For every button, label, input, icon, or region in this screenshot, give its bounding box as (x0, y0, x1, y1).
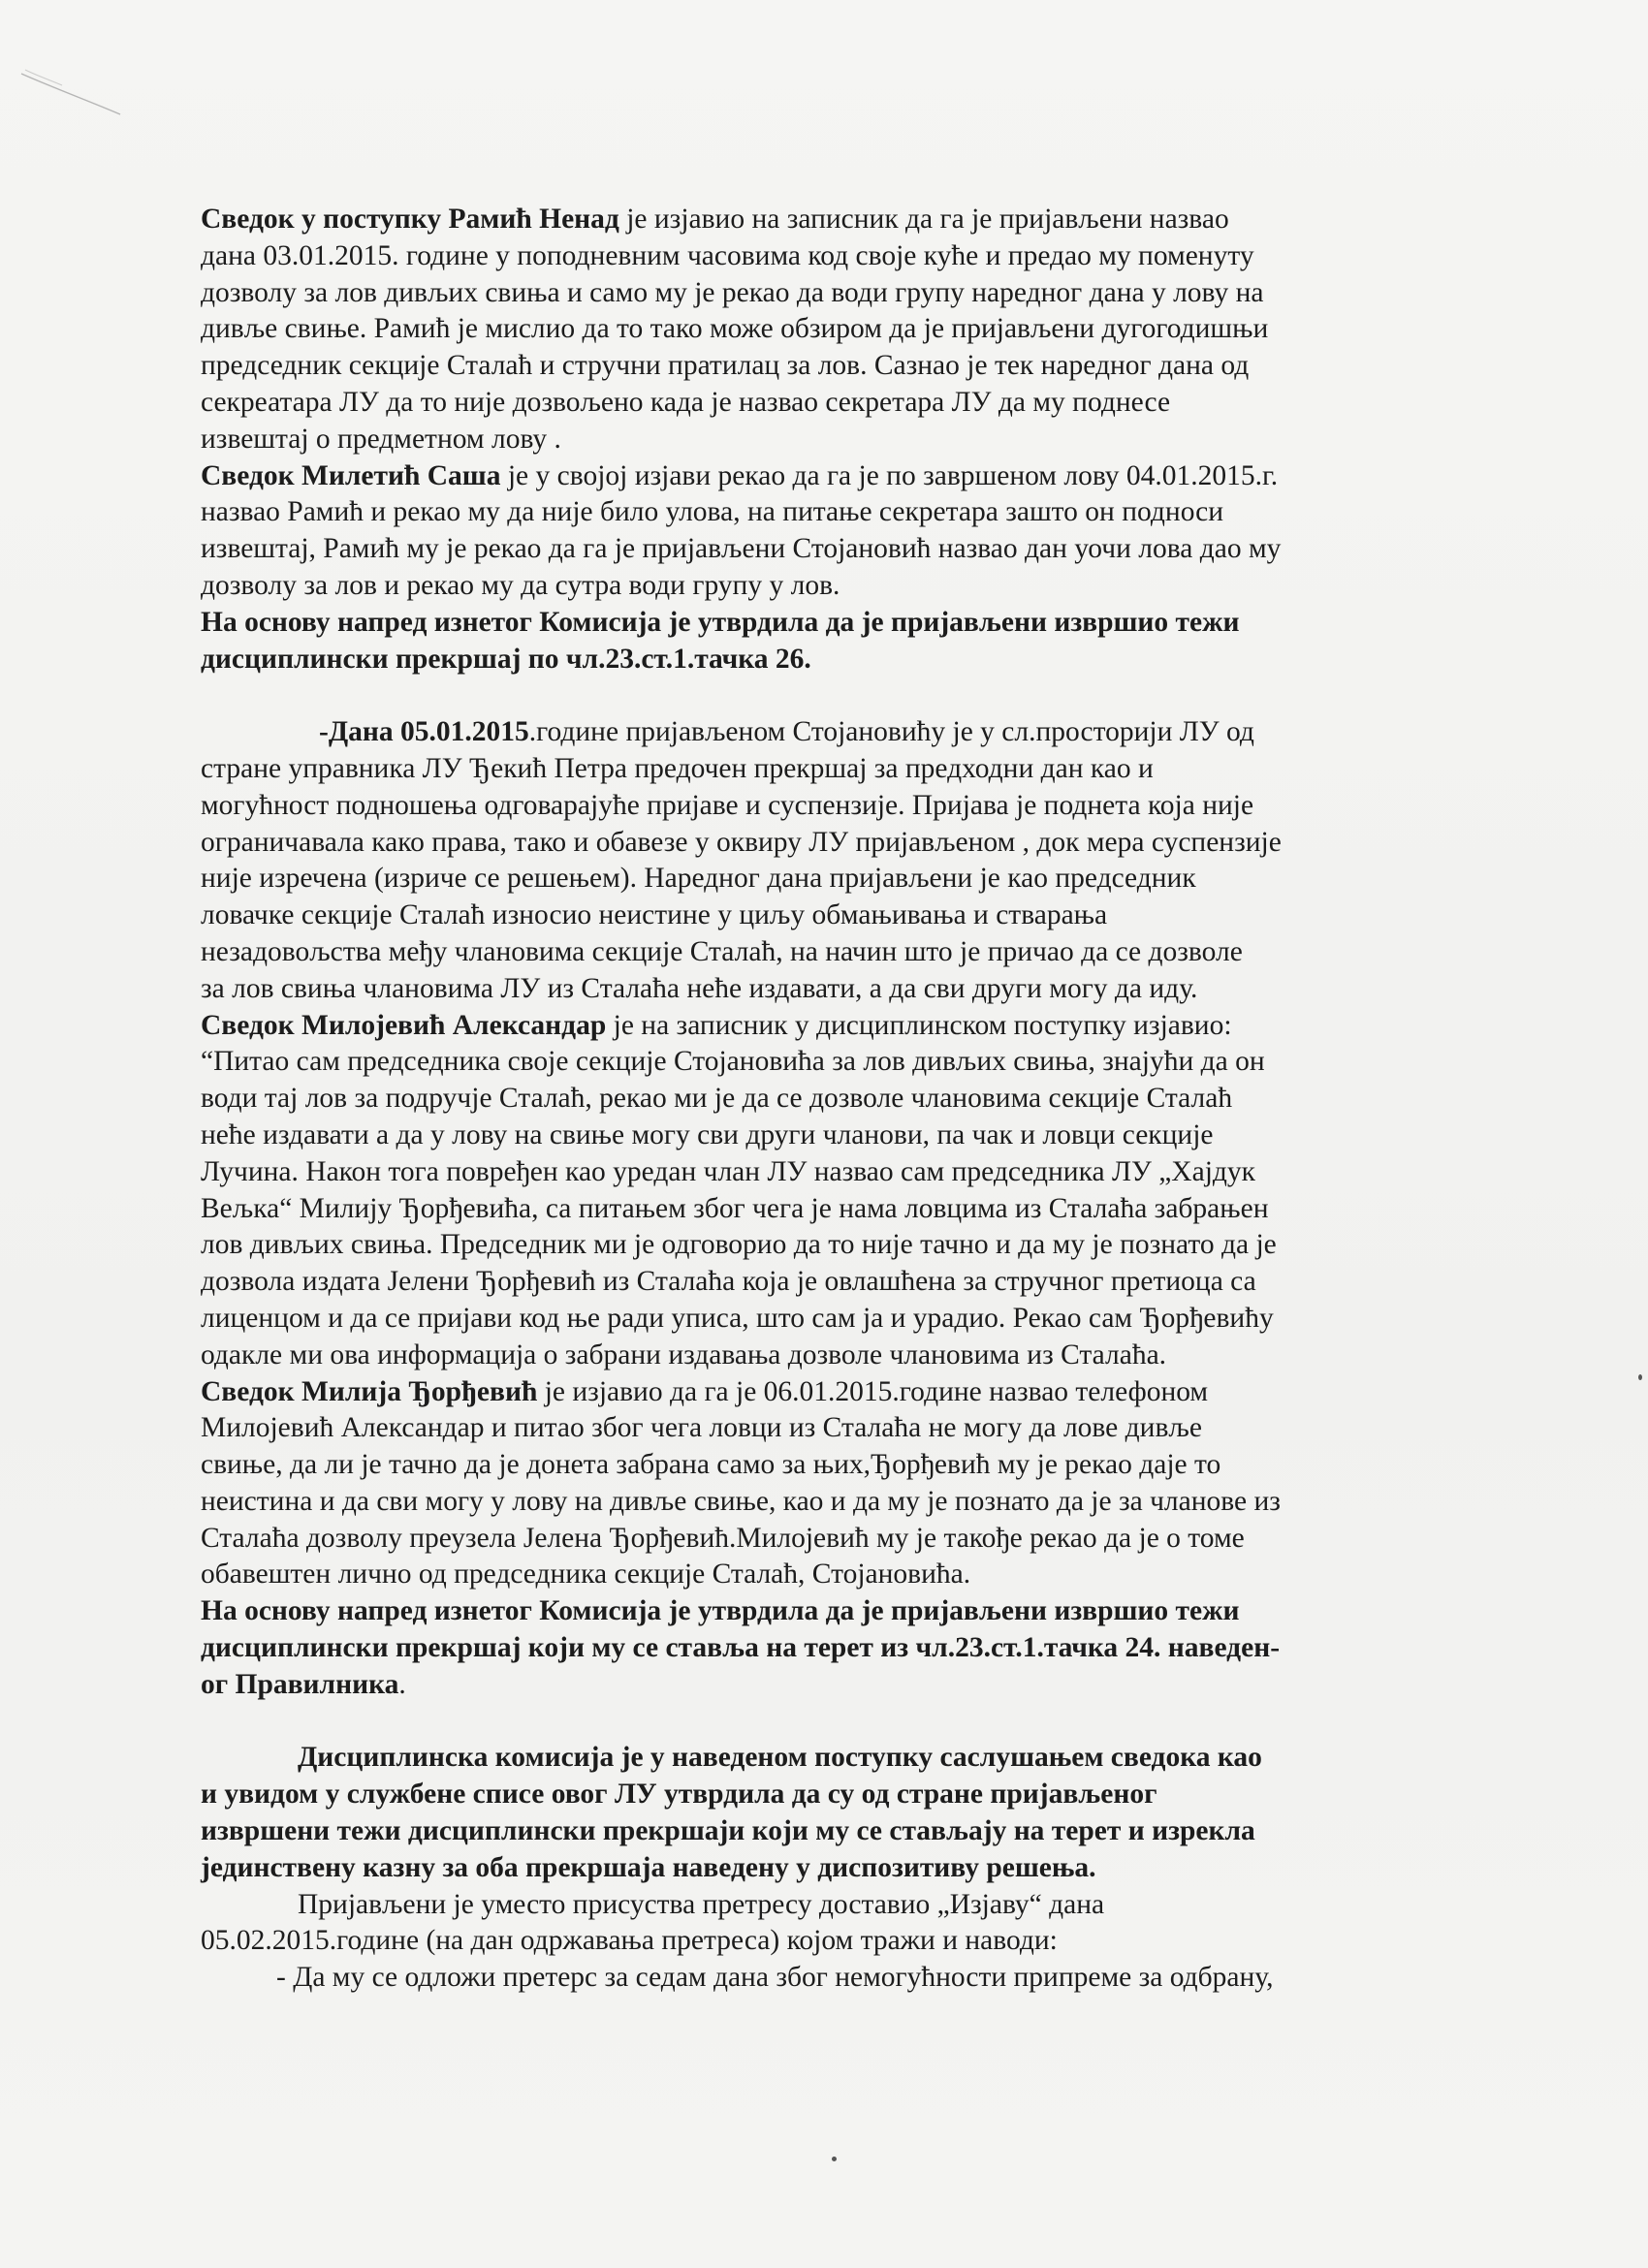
paragraph (201, 605, 1364, 678)
text-line (201, 1484, 1364, 1521)
text-line (201, 275, 1364, 312)
text-line (201, 1923, 1364, 1960)
text-run: Милојевић Александар и питао због чега ловци из Сталаћа не могу да лове дивље (201, 1412, 1202, 1444)
text-line (201, 861, 1364, 898)
bold-text-run: дисциплински прекршај који му се ставља на терет из чл.23.ст.1.тачка 24. наведен- (201, 1632, 1281, 1664)
text-line (201, 1301, 1364, 1338)
text-run: “Питао сам председника своје секције Стојановића за лов дивљих свиња, знајући да он (201, 1046, 1265, 1078)
text-run: није изречена (изриче се решењем). Наредног дана пријављени је као председник (201, 863, 1196, 895)
text-line (201, 568, 1364, 605)
text-line (201, 971, 1364, 1008)
text-run: назвао Рамић и рекао му да није било улова, на питање секретара зашто он подноси (201, 496, 1224, 528)
text-run: .године пријављеном Стојановићу је у сл.просторији ЛУ од (528, 716, 1254, 748)
paragraph (201, 1923, 1364, 1960)
text-line (201, 898, 1364, 934)
paragraph (201, 1887, 1364, 1924)
text-line (201, 825, 1364, 862)
bold-text-run: јединствену казну за оба прекршаја наведену у диспозитиву решења. (201, 1851, 1096, 1883)
text-run: свиње, да ли је тачно да је донета забрана само за њих,Ђорђевић му је рекао даје то (201, 1449, 1221, 1481)
scan-speck (832, 2157, 837, 2161)
text-line (201, 1008, 1364, 1045)
paragraph (201, 458, 1364, 605)
text-line (201, 1154, 1364, 1191)
text-line (201, 1118, 1364, 1154)
text-line (201, 238, 1364, 275)
text-run: дозволу за лов дивљих свиња и само му је рекао да води групу наредног дана у лову на (201, 276, 1264, 308)
paragraph (201, 1777, 1364, 1886)
text-run: лиценцом и да се пријави код ње ради уписа, што сам ја и урадио. Рекао сам Ђорђевићу (201, 1302, 1274, 1334)
bold-text-run: Сведок Милојевић Александар (201, 1009, 607, 1041)
text-line (201, 1264, 1364, 1301)
paragraph (201, 1740, 1364, 1777)
text-run: је изјавио на записник да га је пријављени назвао (618, 204, 1229, 235)
text-run: је у својој изјави рекао да га је по завршеном лову 04.01.2015.г. (500, 459, 1279, 491)
text-line (201, 1813, 1364, 1850)
text-line (201, 1887, 1364, 1924)
text-line (201, 1227, 1364, 1264)
text-run: дана 03.01.2015. године у поподневним часовима код своје куће и предао му поменуту (201, 239, 1254, 271)
text-line (201, 1630, 1364, 1667)
text-run: дозволу за лов и рекао му да сутра води групу у лов. (201, 569, 840, 601)
scan-streak-graphic (19, 68, 126, 116)
bold-text-run: ог Правилника (201, 1668, 399, 1700)
text-run: за лов свиња члановима ЛУ из Сталаћа неће издавати, а да сви други могу да иду. (201, 972, 1198, 1004)
paragraph (201, 1593, 1364, 1703)
text-line (201, 1850, 1364, 1887)
text-run: - Да му се одложи претерс за седам дана због немогућности припреме за одбрану, (276, 1962, 1274, 1994)
scan-speck (1638, 1374, 1642, 1380)
scan-artifact-mark (19, 68, 126, 116)
text-line (201, 1557, 1364, 1593)
text-run: неистина и да сви могу у лову на дивље свиње, као и да му је познато да је за чланове из (201, 1485, 1281, 1517)
text-line (201, 348, 1364, 385)
paragraph (201, 1008, 1364, 1374)
text-run: дозвола издата Јелени Ђорђевић из Сталаћа која је овлашћена за стручног претиоца са (201, 1266, 1256, 1298)
text-line (201, 1374, 1364, 1411)
text-run: је изјавио да га је 06.01.2015.године назвао телефоном (537, 1375, 1209, 1407)
blank-line (201, 1704, 1364, 1741)
text-run: лов дивљих свиња. Председник ми је одговорио да то није тачно и да му је познато да је (201, 1229, 1277, 1261)
text-run: ловачке секције Сталаћ износио неистине у циљу обмањивања и стварања (201, 899, 1108, 931)
bold-text-run: дисциплински прекршај по чл.23.ст.1.тачка 26. (201, 643, 811, 675)
text-run: неће издавати а да у лову на свиње могу сви други чланови, па чак и ловци секције (201, 1118, 1214, 1150)
text-line (201, 642, 1364, 678)
text-line (201, 202, 1364, 238)
text-run: Лучина. Након тога повређен као уредан члан ЛУ назвао сам председника ЛУ „Хајдук (201, 1155, 1255, 1187)
text-run: извештај, Рамић му је рекао да га је пријављени Стојановић назвао дан уочи лова дао му (201, 533, 1282, 565)
text-line (201, 458, 1364, 495)
text-line (201, 1521, 1364, 1558)
text-line (201, 751, 1364, 788)
text-run: могућност подношења одговарајуће пријаве и суспензије. Пријава је поднета која није (201, 789, 1254, 821)
paragraph (201, 714, 1364, 751)
text-line (201, 1338, 1364, 1374)
text-run: је на записник у дисциплинском поступку изјавио: (606, 1009, 1232, 1041)
text-line (201, 385, 1364, 422)
text-run: незадовољства међу члановима секције Сталаћ, на начин што је причао да се дозволе (201, 935, 1243, 967)
bold-text-run: Сведок Милија Ђорђевић (201, 1375, 538, 1407)
text-line (201, 494, 1364, 531)
text-line (201, 1667, 1364, 1704)
bold-text-run: и увидом у службене списе овог ЛУ утврдила да су од стране пријављеног (201, 1779, 1157, 1811)
text-line (201, 1447, 1364, 1484)
text-line (201, 1191, 1364, 1228)
text-run: председник секције Сталаћ и стручни пратилац за лов. Сазнао је тек наредног дана од (201, 350, 1250, 382)
text-line (201, 1740, 1364, 1777)
text-run: стране управника ЛУ Ђекић Петра предочен прекршај за предходни дан као и (201, 752, 1154, 784)
text-line (201, 1777, 1364, 1813)
text-run: ограничавала како права, тако и обавезе у оквиру ЛУ пријављеном , док мера суспензије (201, 826, 1282, 858)
text-run: дивље свиње. Рамић је мислио да то тако може обзиром да је пријављени дугогодишњи (201, 313, 1269, 345)
paragraph (201, 1960, 1364, 1997)
bold-text-run: Сведок Милетић Саша (201, 459, 501, 491)
paragraph (201, 751, 1364, 1008)
text-line (201, 788, 1364, 825)
text-line (201, 1593, 1364, 1630)
text-run: води тај лов за подручје Сталаћ, рекао ми је да се дозволе члановима секције Сталаћ (201, 1083, 1233, 1115)
text-line (201, 605, 1364, 642)
text-run: одакле ми ова информација о забрани издавања дозволе члановима из Сталаћа. (201, 1339, 1167, 1370)
text-run: Пријављени је уместо присуства претресу доставио „Изјаву“ дана (298, 1888, 1105, 1920)
bold-text-run: Дисциплинска комисија је у наведеном поступку саслушањем сведока као (298, 1742, 1262, 1774)
text-run: Вељка“ Милију Ђорђевића, са питањем због чега је нама ловцима из Сталаћа забрањен (201, 1192, 1269, 1224)
text-run: . (398, 1668, 406, 1700)
text-run: секреатара ЛУ да то није дозвољено када је назвао секретара ЛУ да му поднесе (201, 386, 1171, 418)
bold-text-run: На основу напред изнетог Комисија је утврдила да је пријављени извршио тежи (201, 1595, 1240, 1627)
blank-line (201, 677, 1364, 714)
text-line (201, 422, 1364, 458)
bold-text-run: На основу напред изнетог Комисија је утврдила да је пријављени извршио тежи (201, 606, 1240, 638)
text-line (201, 934, 1364, 971)
bold-text-run: извршени тежи дисциплински прекршаји који му се стављају на терет и изрекла (201, 1815, 1255, 1847)
text-line (201, 1081, 1364, 1118)
text-line (201, 714, 1364, 751)
text-run: извештај о предметном лову . (201, 423, 561, 455)
bold-text-run: Сведок у поступку Рамић Ненад (201, 204, 619, 235)
text-run: 05.02.2015.године (на дан одржавања претреса) којом тражи и наводи: (201, 1925, 1058, 1957)
text-line (201, 1044, 1364, 1081)
text-line (201, 1960, 1364, 1997)
document-body (201, 202, 1364, 1997)
paragraph (201, 1374, 1364, 1594)
text-line (201, 1410, 1364, 1447)
bold-text-run: -Дана 05.01.2015 (319, 716, 529, 748)
paragraph (201, 202, 1364, 458)
text-run: Сталаћа дозволу преузела Јелена Ђорђевић.Милојевић му је такође рекао да је о томе (201, 1522, 1245, 1554)
text-line (201, 311, 1364, 348)
text-line (201, 531, 1364, 568)
text-run: обавештен лично од председника секције Сталаћ, Стојановића. (201, 1559, 971, 1591)
